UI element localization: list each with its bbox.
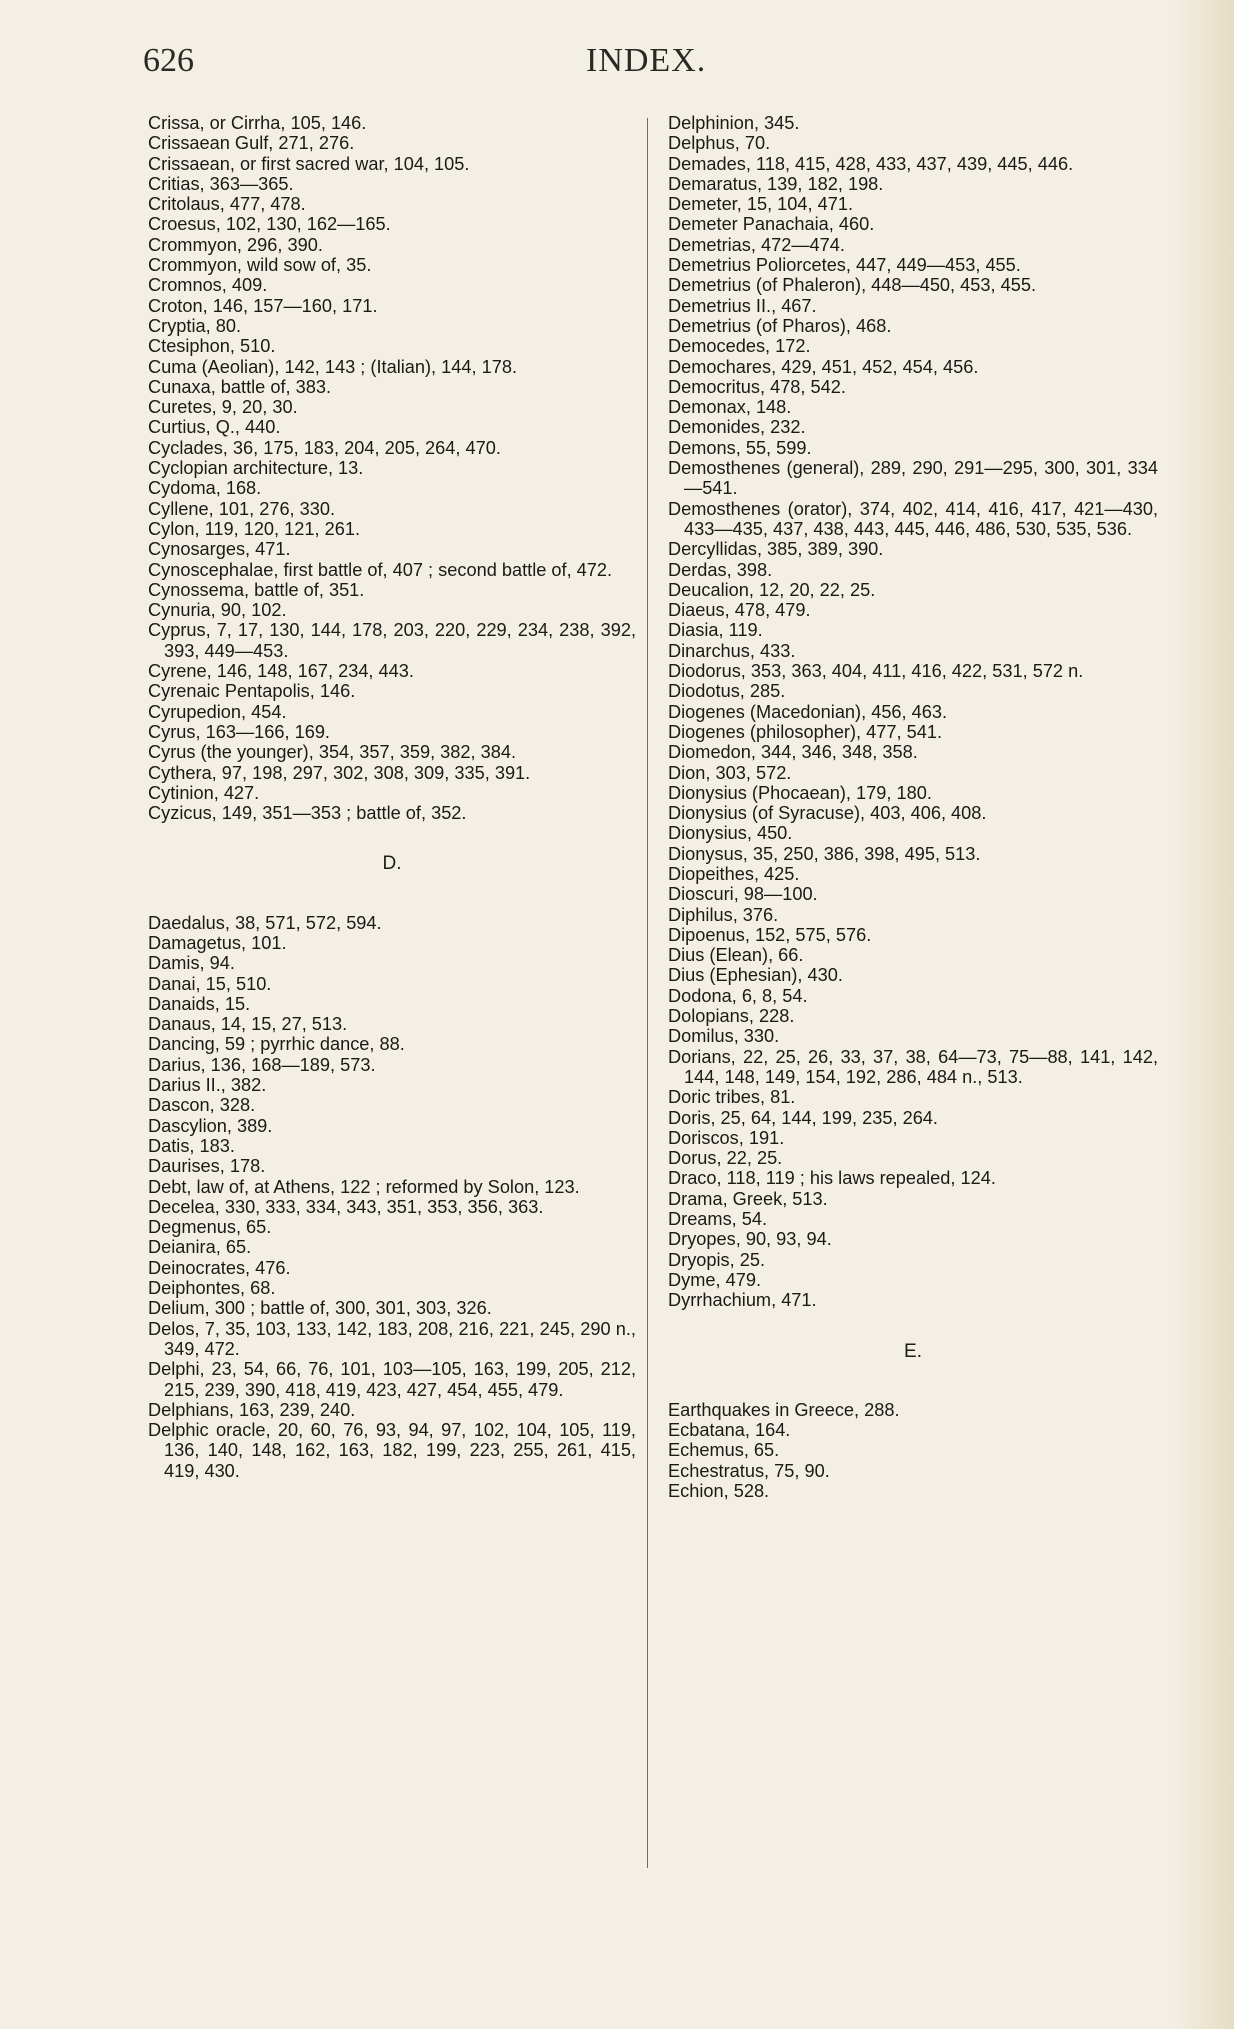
index-entry: Demeter, 15, 104, 471. <box>668 194 854 215</box>
index-entry: Danaids, 15. <box>148 993 251 1014</box>
index-entry: Echion, 528. <box>668 1481 770 1501</box>
index-entry: Dionysius, 450. <box>668 823 793 844</box>
index-entry: Cythera, 97, 198, 297, 302, 308, 309, 335, 391. <box>148 762 531 783</box>
index-entry: Delos, 7, 35, 103, 133, 142, 183, 208, 216, 221, 245, 290 n., 349, 472. <box>148 1318 636 1359</box>
index-entry: Crissa, or Cirrha, 105, 146. <box>148 113 367 133</box>
index-entry: Cynoscephalae, first battle of, 407 ; second battle of, 472. <box>148 559 613 580</box>
page-header <box>143 42 713 92</box>
index-entry: Cynossema, battle of, 351. <box>148 579 365 600</box>
index-entry: Cunaxa, battle of, 383. <box>148 376 332 397</box>
index-entry: Croton, 146, 157—160, 171. <box>148 295 378 316</box>
index-entry: Demades, 118, 415, 428, 433, 437, 439, 445, 446. <box>668 153 1074 174</box>
index-entry: Crissaean Gulf, 271, 276. <box>148 133 355 154</box>
index-entry: Dionysius (Phocaean), 179, 180. <box>668 782 932 803</box>
index-entry: Doriscos, 191. <box>668 1127 785 1148</box>
index-entry: Dioscuri, 98—100. <box>668 884 818 905</box>
index-entry: Ctesiphon, 510. <box>148 336 276 357</box>
index-entry: Damis, 94. <box>148 953 235 974</box>
index-entry: Demonax, 148. <box>668 397 792 418</box>
index-entry: Demonides, 232. <box>668 417 806 438</box>
index-column-left <box>148 113 636 1481</box>
index-entry: Dolopians, 228. <box>668 1006 795 1027</box>
index-entry: Derdas, 398. <box>668 559 773 580</box>
index-entry: Deianira, 65. <box>148 1237 252 1258</box>
index-entry: Demaratus, 139, 182, 198. <box>668 173 884 194</box>
index-entry: Demosthenes (orator), 374, 402, 414, 416, 417, 421—430, 433—435, 437, 438, 443, 445, 446, 486, 530, 535, 536. <box>668 498 1158 539</box>
index-entry: Delphinion, 345. <box>668 113 800 133</box>
index-entry: Dius (Elean), 66. <box>668 945 804 966</box>
index-entry: Earthquakes in Greece, 288. <box>668 1399 900 1420</box>
index-entry: Demosthenes (general), 289, 290, 291—295, 300, 301, 334—541. <box>668 458 1158 499</box>
index-entry: Degmenus, 65. <box>148 1217 272 1238</box>
index-entry: Cynosarges, 471. <box>148 539 291 560</box>
index-entry: Damagetus, 101. <box>148 932 287 953</box>
index-entry: Cyclades, 36, 175, 183, 204, 205, 264, 470. <box>148 437 501 458</box>
index-entry: Delphic oracle, 20, 60, 76, 93, 94, 97, 102, 104, 105, 119, 136, 140, 148, 162, 163, 182, 199, 223, 255, 261, 415, 419, 430. <box>148 1420 636 1481</box>
index-entry: Echestratus, 75, 90. <box>668 1460 830 1481</box>
index-entry: Darius, 136, 168—189, 573. <box>148 1054 376 1075</box>
index-entry: Ecbatana, 164. <box>668 1420 791 1441</box>
index-entry: Dascylion, 389. <box>148 1115 273 1136</box>
index-entry: Diodotus, 285. <box>668 681 786 702</box>
section-letter-heading: D. <box>382 853 402 875</box>
index-entry: Dorians, 22, 25, 26, 33, 37, 38, 64—73, 75—88, 141, 142, 144, 148, 149, 154, 192, 286, 484 n., 513. <box>668 1046 1158 1087</box>
index-entry: Cyrupedion, 454. <box>148 701 287 722</box>
page-number: 626 <box>143 42 194 79</box>
index-entry: Diogenes (philosopher), 477, 541. <box>668 721 943 742</box>
index-entry: Delphus, 70. <box>668 133 771 154</box>
index-entry: Deucalion, 12, 20, 22, 25. <box>668 579 876 600</box>
index-entry: Cryptia, 80. <box>148 315 241 336</box>
index-entry: Dinarchus, 433. <box>668 640 796 661</box>
index-entry: Demons, 55, 599. <box>668 437 812 458</box>
index-entry: Curetes, 9, 20, 30. <box>148 397 298 418</box>
index-entry: Cydoma, 168. <box>148 478 262 499</box>
index-entry: Critolaus, 477, 478. <box>148 194 306 215</box>
index-entry: Diaeus, 478, 479. <box>668 600 811 621</box>
index-entry: Cyrus (the younger), 354, 357, 359, 382, 384. <box>148 742 517 763</box>
index-entry: Croesus, 102, 130, 162—165. <box>148 214 391 235</box>
index-entry: Delium, 300 ; battle of, 300, 301, 303, 326. <box>148 1298 492 1319</box>
index-entry: Cyprus, 7, 17, 130, 144, 178, 203, 220, 229, 234, 238, 392, 393, 449—453. <box>148 620 636 661</box>
index-entry: Dionysus, 35, 250, 386, 398, 495, 513. <box>668 843 981 864</box>
index-entry: Crommyon, wild sow of, 35. <box>148 255 372 276</box>
index-entry: Cynuria, 90, 102. <box>148 600 287 621</box>
index-entry: Diasia, 119. <box>668 620 763 641</box>
index-entry: Crissaean, or first sacred war, 104, 105. <box>148 153 470 174</box>
index-entry: Dryopes, 90, 93, 94. <box>668 1229 832 1250</box>
index-entry: Daurises, 178. <box>148 1156 266 1177</box>
index-entry: Demochares, 429, 451, 452, 454, 456. <box>668 356 979 377</box>
index-column-right <box>668 113 1158 1501</box>
index-entry: Dion, 303, 572. <box>668 762 792 783</box>
index-entry: Danaus, 14, 15, 27, 513. <box>148 1014 348 1035</box>
index-entry: Critias, 363—365. <box>148 173 294 194</box>
index-entry: Cyllene, 101, 276, 330. <box>148 498 336 519</box>
index-entry: Diomedon, 344, 346, 348, 358. <box>668 742 918 763</box>
index-entry: Cromnos, 409. <box>148 275 268 296</box>
index-entry: Dreams, 54. <box>668 1209 768 1230</box>
index-entry: Democedes, 172. <box>668 336 811 357</box>
index-entry: Cylon, 119, 120, 121, 261. <box>148 518 361 539</box>
index-entry: Demeter Panachaia, 460. <box>668 214 875 235</box>
index-entry: Delphi, 23, 54, 66, 76, 101, 103—105, 163, 199, 205, 212, 215, 239, 390, 418, 419, 423, 427, 454, 455, 479. <box>148 1359 636 1400</box>
index-entry: Drama, Greek, 513. <box>668 1188 828 1209</box>
index-entry: Diopeithes, 425. <box>668 863 800 884</box>
page-edge-shading <box>1174 0 1234 2029</box>
index-entry: Danai, 15, 510. <box>148 973 272 994</box>
index-entry: Domilus, 330. <box>668 1026 780 1047</box>
index-entry: Cyrus, 163—166, 169. <box>148 721 330 742</box>
index-entry: Demetrius (of Phaleron), 448—450, 453, 455. <box>668 275 1037 296</box>
index-entry: Cyclopian architecture, 13. <box>148 458 364 479</box>
index-entry: Dancing, 59 ; pyrrhic dance, 88. <box>148 1034 405 1055</box>
index-entry: Diogenes (Macedonian), 456, 463. <box>668 701 948 722</box>
index-entry: Crommyon, 296, 390. <box>148 234 323 255</box>
index-entry: Dipoenus, 152, 575, 576. <box>668 924 872 945</box>
column-divider <box>647 118 648 1868</box>
index-entry: Doric tribes, 81. <box>668 1087 796 1108</box>
index-entry: Draco, 118, 119 ; his laws repealed, 124. <box>668 1168 996 1189</box>
index-entry: Cuma (Aeolian), 142, 143 ; (Italian), 144, 178. <box>148 356 518 377</box>
index-entry: Delphians, 163, 239, 240. <box>148 1399 356 1420</box>
index-entry: Deinocrates, 476. <box>148 1257 291 1278</box>
index-entry: Cyzicus, 149, 351—353 ; battle of, 352. <box>148 803 467 824</box>
index-entry: Darius II., 382. <box>148 1075 267 1096</box>
index-entry: Dercyllidas, 385, 389, 390. <box>668 539 884 560</box>
index-entry: Dyme, 479. <box>668 1269 761 1290</box>
index-entry: Decelea, 330, 333, 334, 343, 351, 353, 356, 363. <box>148 1196 544 1217</box>
index-entry: Demetrias, 472—474. <box>668 234 845 255</box>
index-entry: Echemus, 65. <box>668 1440 780 1461</box>
index-entry: Demetrius Poliorcetes, 447, 449—453, 455. <box>668 255 1021 276</box>
index-entry: Dorus, 22, 25. <box>668 1148 783 1169</box>
index-entry: Dascon, 328. <box>148 1095 256 1116</box>
index-entry: Dionysius (of Syracuse), 403, 406, 408. <box>668 803 987 824</box>
index-entry: Deiphontes, 68. <box>148 1278 276 1299</box>
index-entry: Daedalus, 38, 571, 572, 594. <box>148 912 382 933</box>
index-entry: Demetrius (of Pharos), 468. <box>668 315 892 336</box>
index-entry: Dyrrhachium, 471. <box>668 1290 817 1311</box>
index-entry: Dryopis, 25. <box>668 1249 766 1270</box>
index-entry: Doris, 25, 64, 144, 199, 235, 264. <box>668 1107 938 1128</box>
index-entry: Dius (Ephesian), 430. <box>668 965 843 986</box>
index-entry: Dodona, 6, 8, 54. <box>668 985 808 1006</box>
index-entry: Curtius, Q., 440. <box>148 417 281 438</box>
index-entry: Cyrenaic Pentapolis, 146. <box>148 681 356 702</box>
index-entry: Cyrene, 146, 148, 167, 234, 443. <box>148 661 414 682</box>
index-entry: Debt, law of, at Athens, 122 ; reformed by Solon, 123. <box>148 1176 580 1197</box>
index-entry: Diodorus, 353, 363, 404, 411, 416, 422, 531, 572 n. <box>668 661 1084 682</box>
index-entry: Democritus, 478, 542. <box>668 376 846 397</box>
index-entry: Cytinion, 427. <box>148 782 260 803</box>
section-letter-heading: E. <box>904 1340 922 1362</box>
index-entry: Diphilus, 376. <box>668 904 779 925</box>
index-entry: Demetrius II., 467. <box>668 295 817 316</box>
running-head: INDEX. <box>586 42 707 79</box>
index-entry: Datis, 183. <box>148 1135 235 1156</box>
